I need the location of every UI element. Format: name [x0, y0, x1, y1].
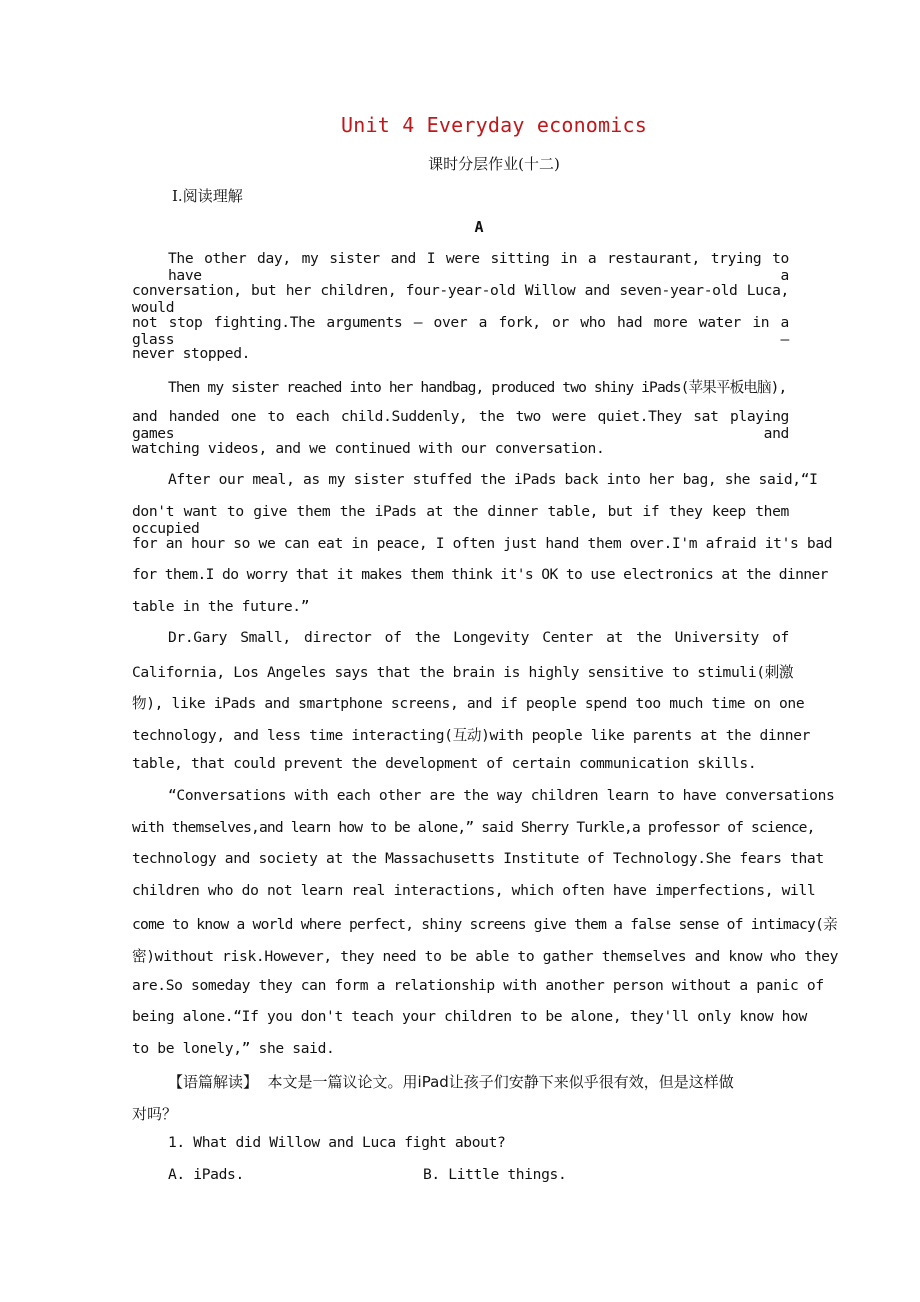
passage-line: come to know a world where perfect, shiny screens give them a false sense of intimacy(亲: [132, 916, 837, 933]
passage-line: Dr.Gary Small, director of the Longevity Center at the University of: [168, 629, 789, 646]
page-subtitle: 课时分层作业(十二): [428, 155, 560, 173]
passage-line: After our meal, as my sister stuffed the iPads back into her bag, she said,“I: [168, 471, 818, 488]
passage-line: table in the future.”: [132, 598, 310, 615]
passage-line: Then my sister reached into her handbag, produced two shiny iPads(苹果平板电脑),: [168, 379, 787, 396]
analysis-text-continued: 对吗？: [132, 1105, 178, 1123]
option-b[interactable]: B. Little things.: [423, 1166, 567, 1183]
passage-line: 密)without risk.However, they need to be able to gather themselves and know who they: [132, 948, 839, 965]
passage-line: with themselves,and learn how to be alone,” said Sherry Turkle,a professor of science,: [132, 819, 815, 836]
passage-line: being alone.“If you don't teach your children to be alone, they'll only know how: [132, 1008, 807, 1025]
option-a[interactable]: A. iPads.: [168, 1166, 244, 1183]
passage-line: never stopped.: [132, 345, 251, 362]
section-heading: Ⅰ.阅读理解: [172, 187, 243, 205]
passage-line: technology, and less time interacting(互动)with people like parents at the dinner: [132, 727, 811, 744]
passage-line: for an hour so we can eat in peace, I often just hand them over.I'm afraid it's bad: [132, 535, 833, 552]
passage-line: don't want to give them the iPads at the dinner table, but if they keep them occupied: [132, 503, 789, 537]
passage-line: technology and society at the Massachusetts Institute of Technology.She fears that: [132, 850, 824, 867]
passage-line: and handed one to each child.Suddenly, the two were quiet.They sat playing games and: [132, 408, 789, 442]
passage-line: table, that could prevent the development of certain communication skills.: [132, 755, 757, 772]
passage-line: children who do not learn real interactions, which often have imperfections, will: [132, 882, 816, 899]
page-title: Unit 4 Everyday economics: [340, 113, 648, 137]
passage-line: not stop fighting.The arguments — over a fork, or who had more water in a glass —: [132, 314, 789, 348]
passage-line: watching videos, and we continued with our conversation.: [132, 440, 605, 457]
passage-line: to be lonely,” she said.: [132, 1040, 335, 1057]
passage-line: conversation, but her children, four-year-old Willow and seven-year-old Luca, would: [132, 282, 789, 316]
question-stem: 1. What did Willow and Luca fight about?: [168, 1134, 506, 1151]
passage-line: 物), like iPads and smartphone screens, and if people spend too much time on one: [132, 695, 805, 712]
passage-line: California, Los Angeles says that the brain is highly sensitive to stimuli(刺激: [132, 664, 794, 681]
passage-line: are.So someday they can form a relationship with another person without a panic of: [132, 977, 824, 994]
passage-line: for them.I do worry that it makes them think it's OK to use electronics at the dinner: [132, 566, 828, 583]
passage-line: “Conversations with each other are the way children learn to have conversations: [168, 787, 835, 804]
analysis-text: 【语篇解读】 本文是一篇议论文。用iPad让孩子们安静下来似乎很有效，但是这样做: [168, 1073, 734, 1091]
passage-line: The other day, my sister and I were sitting in a restaurant, trying to have a: [168, 250, 789, 284]
passage-label: A: [474, 218, 484, 236]
